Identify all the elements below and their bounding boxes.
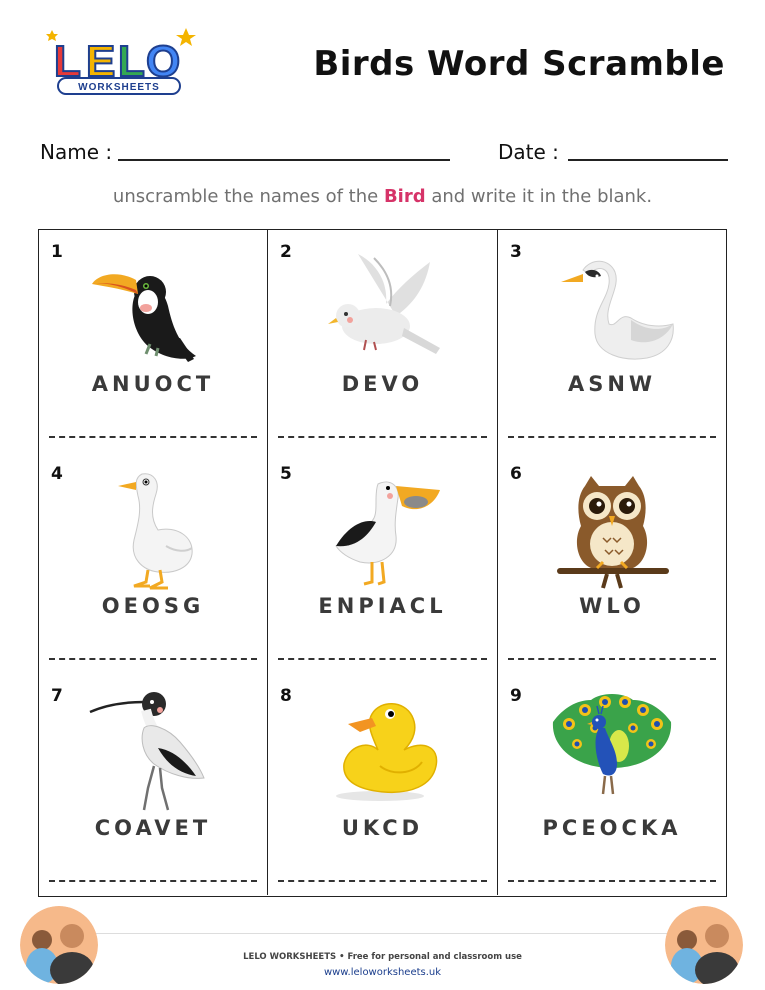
answer-blank[interactable] (49, 436, 257, 438)
svg-text:L: L (118, 37, 145, 86)
word-card (498, 230, 726, 452)
word-grid (38, 229, 727, 897)
name-field[interactable] (118, 159, 450, 161)
answer-blank[interactable] (278, 658, 487, 660)
footer-text: LELO WORKSHEETS • Free for personal and classroom use (243, 952, 522, 962)
card-number: 2 (280, 242, 292, 262)
name-date-row (40, 140, 727, 170)
card-number: 8 (280, 686, 292, 706)
word-card (39, 230, 268, 452)
page-title: Birds Word Scramble (313, 44, 725, 84)
word-card (268, 674, 498, 895)
answer-blank[interactable] (278, 880, 487, 882)
owl-icon (547, 466, 677, 591)
toucan-icon (88, 244, 218, 369)
card-number: 9 (510, 686, 522, 706)
scrambled-word: ANUOCT (91, 372, 215, 396)
instruction-highlight: Bird (383, 186, 426, 207)
word-card (39, 674, 268, 895)
card-number: 3 (510, 242, 522, 262)
svg-text:WORKSHEETS: WORKSHEETS (78, 82, 160, 93)
svg-text:E: E (86, 37, 116, 86)
dove-icon (318, 244, 448, 369)
date-field[interactable] (568, 159, 728, 161)
goose-icon (88, 466, 218, 591)
scrambled-word: COAVET (94, 816, 212, 840)
card-number: 6 (510, 464, 522, 484)
answer-blank[interactable] (49, 880, 257, 882)
word-card (498, 452, 726, 674)
pelican-icon (318, 466, 448, 591)
swan-icon (547, 244, 677, 369)
word-card (498, 674, 726, 895)
answer-blank[interactable] (49, 658, 257, 660)
card-number: 5 (280, 464, 292, 484)
answer-blank[interactable] (508, 436, 716, 438)
avocet-icon (88, 688, 218, 813)
answer-blank[interactable] (508, 880, 716, 882)
scrambled-word: WLO (579, 594, 645, 618)
scrambled-word: ENPIACL (318, 594, 447, 618)
peacock-icon (547, 688, 677, 813)
scrambled-word: ASNW (567, 372, 657, 396)
card-number: 4 (51, 464, 63, 484)
date-label: Date : (498, 140, 559, 164)
scrambled-word: DEVO (341, 372, 424, 396)
name-label: Name : (40, 140, 113, 164)
instruction-text: unscramble the names of the Bird and write it in the blank. (112, 186, 653, 207)
word-card (39, 452, 268, 674)
svg-text:L: L (54, 37, 81, 86)
word-card (268, 230, 498, 452)
svg-text:O: O (146, 37, 181, 86)
answer-blank[interactable] (508, 658, 716, 660)
scrambled-word: PCEOCKA (542, 816, 682, 840)
scrambled-word: UKCD (341, 816, 424, 840)
card-number: 7 (51, 686, 63, 706)
footer-divider (40, 933, 725, 934)
footer-link[interactable]: www.leloworksheets.uk (323, 967, 442, 978)
lelo-logo (44, 24, 196, 102)
word-card (268, 452, 498, 674)
answer-blank[interactable] (278, 436, 487, 438)
card-number: 1 (51, 242, 63, 262)
duck-icon (318, 688, 448, 813)
scrambled-word: OEOSG (101, 594, 205, 618)
